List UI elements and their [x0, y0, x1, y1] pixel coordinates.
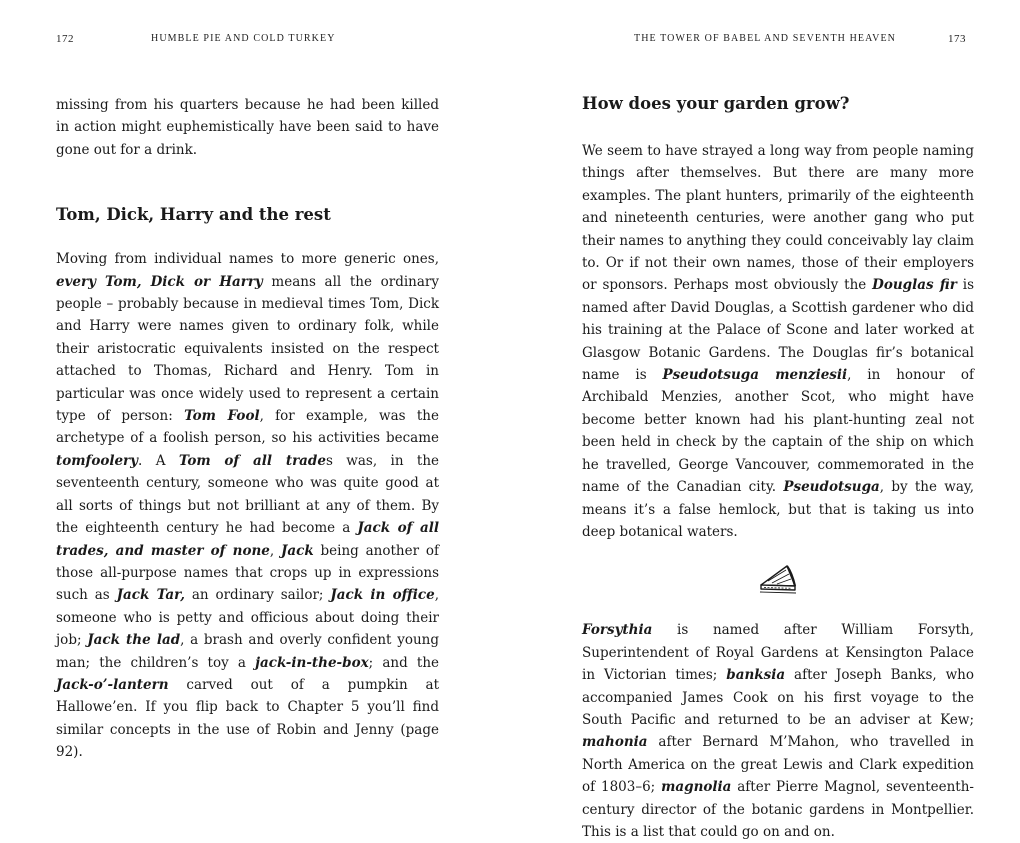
emphasized-term: Tom of all trade: [178, 452, 326, 469]
text-run: after Joseph Banks, who accompanied James Cook on his first voyage to the South Pacific and returned to be an adviser at Kew;: [582, 667, 974, 728]
emphasized-term: Pseudotsuga: [783, 479, 880, 496]
emphasized-term: banksia: [726, 667, 786, 684]
section-heading-tom-dick-harry: Tom, Dick, Harry and the rest: [56, 205, 331, 225]
text-run: is named after David Douglas, a Scottish gardener who did his training at the Palace of Scone and later worked at Glasgow Botanic Gardens. The Douglas fir’s botanical name is: [582, 277, 974, 384]
emphasized-term: Tom Fool: [184, 408, 260, 425]
emphasized-term: magnolia: [661, 779, 732, 796]
emphasized-term: Jack-o’-lantern: [56, 676, 169, 693]
emphasized-term: mahonia: [582, 734, 648, 751]
continuation-paragraph: missing from his quarters because he had been killed in action might euphemistically have been said to have gone out for a drink.: [56, 97, 439, 158]
text-run: , a brash and overly confident young man; the children’s toy a: [56, 632, 439, 671]
emphasized-term: Jack of all trades, and master of none: [56, 520, 439, 559]
left-text-block: [56, 94, 439, 764]
text-run: after Bernard M’Mahon, who travelled in North America on the great Lewis and Clark expedition of 1803–6;: [582, 734, 974, 796]
left-page: [0, 0, 510, 783]
pie-slice-icon: [582, 559, 974, 599]
text-run: ; and the: [368, 654, 440, 671]
text-run: ,: [269, 542, 282, 559]
tom-dick-harry-paragraph: [56, 248, 439, 763]
emphasized-term: jack-in-the-box: [255, 654, 369, 671]
text-run: , in honour of Archibald Menzies, another Scot, who might have become better known had his plant-hunting zeal not been held in check by the captain of the ship on which he travelled, George Vancouver, commemorated in the name of the Canadian city.: [582, 367, 974, 496]
text-run: We seem to have strayed a long way from people naming things after themselves. But there are many more examples. The plant hunters, primarily of the eighteenth and nineteenth centuries, were another gang who put their names to anything they could conceivably lay claim to. Or if not their own names, those of their employers or sponsors. Perhaps most obviously the: [582, 143, 974, 294]
garden-paragraph-2: [582, 619, 974, 843]
right-page-number: 173: [948, 33, 966, 45]
text-run: an ordinary sailor;: [184, 587, 331, 604]
left-running-head: HUMBLE PIE AND COLD TURKEY: [151, 33, 336, 44]
text-run: after Pierre Magnol, seventeenth-century director of the botanic gardens in Montpellier. This is a list that could go on and on.: [582, 779, 974, 840]
text-run: , by the way, means it’s a false hemlock, but that is taking us into deep botanical waters.: [582, 479, 974, 540]
garden-paragraph-1: [582, 140, 974, 543]
right-text-block: [582, 92, 974, 843]
text-run: . A: [138, 452, 179, 469]
emphasized-term: Jack: [281, 542, 314, 559]
text-run: carved out of a pumpkin at Hallowe’en. If you flip back to Chapter 5 you’ll find similar concepts in the use of Robin and Jenny (page 92).: [56, 676, 439, 761]
right-running-head: THE TOWER OF BABEL AND SEVENTH HEAVEN: [634, 33, 896, 44]
text-run: , someone who is petty and officious about doing their job;: [56, 587, 440, 649]
emphasized-term: Jack Tar,: [116, 587, 185, 604]
emphasized-term: tomfoolery: [56, 452, 139, 469]
right-page: [510, 0, 1020, 840]
text-run: Moving from individual names to more generic ones,: [56, 251, 439, 268]
section-heading-garden: How does your garden grow?: [582, 94, 850, 113]
text-run: means all the ordinary people – probably because in medieval times Tom, Dick and Harry were names given to ordinary folk, while their aristocratic equivalents insisted on the respect attached to Thomas, Richard and Henry. Tom in particular was once widely used to represent a certain type of person:: [56, 273, 439, 425]
emphasized-term: Jack in office: [330, 587, 435, 604]
text-run: , for example, was the archetype of a foolish person, so his activities became: [56, 408, 439, 447]
text-run: being another of those all-purpose names that crops up in expressions such as: [56, 542, 439, 604]
emphasized-term: Pseudotsuga menziesii: [662, 367, 848, 384]
left-page-number: 172: [56, 33, 74, 45]
emphasized-term: Forsythia: [582, 622, 653, 639]
text-run: s was, in the seventeenth century, someone who was quite good at all sorts of things but not brilliant at any of them. By the eighteenth century he had become a: [56, 452, 440, 537]
emphasized-term: Jack the lad: [87, 632, 181, 649]
emphasized-term: Douglas fir: [872, 277, 957, 294]
emphasized-term: every Tom, Dick or Harry: [56, 273, 263, 290]
text-run: is named after William Forsyth, Superintendent of Royal Gardens at Kensington Palace in Victorian times;: [582, 622, 974, 684]
